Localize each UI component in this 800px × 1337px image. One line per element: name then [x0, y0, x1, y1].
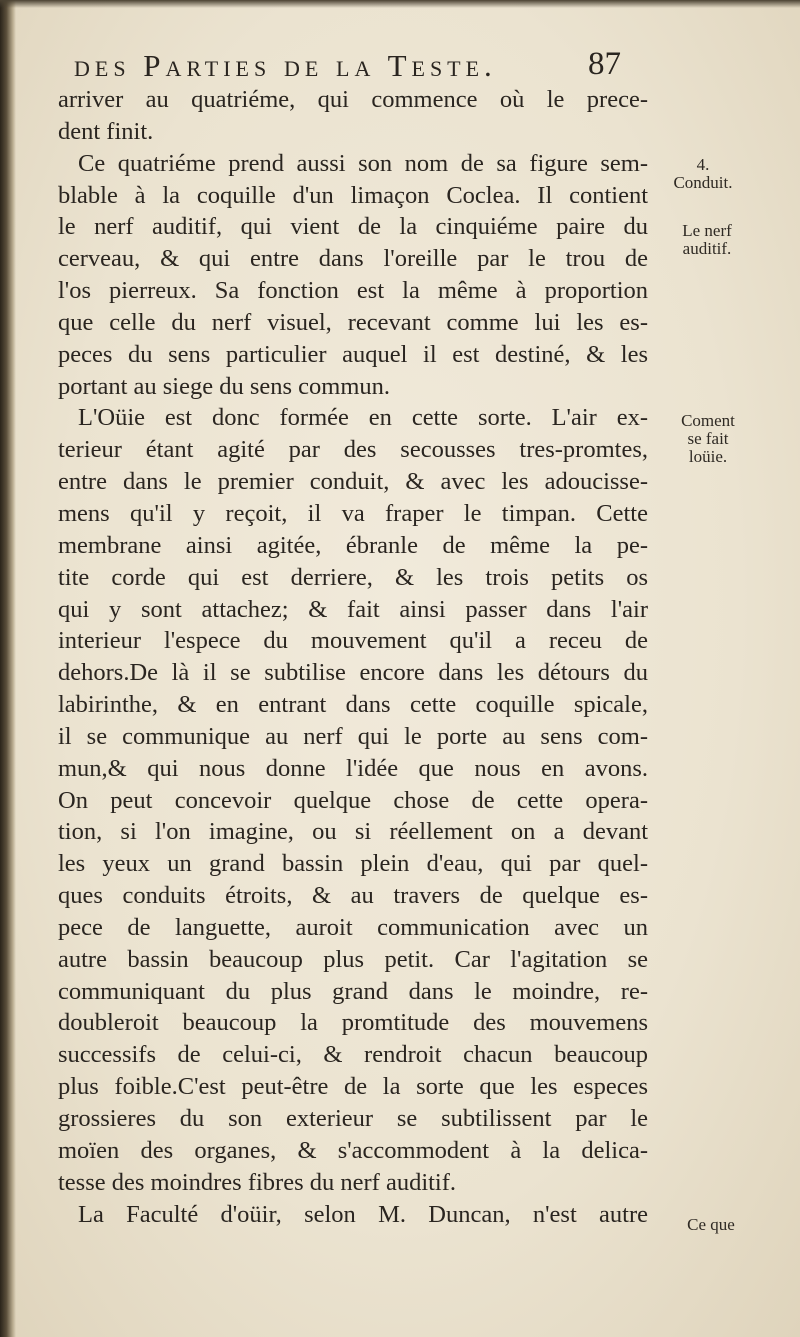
text-line: ques conduits étroits, & au travers de quelque es- [58, 882, 648, 910]
text-line: arriver au quatriéme, qui commence où le prece- [58, 86, 648, 113]
text-line: membrane ainsi agitée, ébranle de même la pe- [58, 531, 648, 559]
text-line: blable à la coquille d'un limaçon Coclea. Il contient [58, 181, 648, 209]
text-line: mens qu'il y reçoit, il va fraper le timpan. Cette [58, 499, 648, 527]
text-line: pece de languette, auroit communication avec un [58, 913, 648, 941]
text-line: L'Oüie est donc formée en cette sorte. L'air ex- [78, 404, 648, 432]
text-line: cerveau, & qui entre dans l'oreille par le trou de [58, 245, 648, 273]
marginal-note-conduit [662, 156, 744, 192]
text-line: tesse des moindres fibres du nerf auditif. [58, 1168, 457, 1196]
marginal-note-line: Conduit. [673, 173, 733, 192]
text-line: tion, si l'on imagine, ou si réellement on a devant [58, 818, 648, 846]
text-line: plus foible.C'est peut-être de la sorte que les especes [58, 1073, 648, 1101]
text-line: moïen des organes, & s'accommodent à la delica- [58, 1136, 648, 1164]
text-line: Ce quatriéme prend aussi son nom de sa figure sem- [78, 149, 648, 177]
text-line: le nerf auditif, qui vient de la cinquiéme paire du [58, 213, 648, 241]
text-line: communiquant du plus grand dans le moindre, re- [58, 977, 648, 1005]
marginal-note-ce-que [668, 1216, 754, 1234]
text-line: mun,& qui nous donne l'idée que nous en avons. [58, 754, 648, 782]
running-title: des Parties de la Teste. [74, 48, 497, 83]
text-line: dent finit. [58, 117, 154, 145]
marginal-note-line: 4. [696, 155, 710, 174]
text-line: il se communique au nerf qui le porte au sens com- [58, 722, 648, 750]
marginal-note-line: Ce que [687, 1215, 735, 1234]
text-line: autre bassin beaucoup plus petit. Car l'agitation se [58, 945, 648, 973]
marginal-note-line: se fait [687, 429, 729, 448]
marginal-note-line: Coment [681, 411, 735, 430]
text-line: qui y sont attachez; & fait ainsi passer dans l'air [58, 595, 648, 623]
book-spine-shadow [0, 0, 16, 1337]
page-top-edge [0, 0, 800, 8]
marginal-note-line: auditif. [682, 239, 732, 258]
marginal-note-nerf-auditif [666, 222, 748, 258]
text-line: entre dans le premier conduit, & avec les adoucisse- [58, 468, 648, 496]
text-line: les yeux un grand bassin plein d'eau, qui par quel- [58, 850, 648, 878]
text-line: successifs de celui-ci, & rendroit chacun beaucoup [58, 1041, 648, 1069]
text-line: tite corde qui est derriere, & les trois petits os [58, 563, 648, 591]
text-line: terieur étant agité par des secousses tres-promtes, [58, 436, 648, 464]
marginal-note-line: loüie. [688, 447, 728, 466]
text-line: labirinthe, & en entrant dans cette coquille spicale, [58, 691, 648, 719]
text-line: portant au siege du sens commun. [58, 372, 391, 400]
marginal-note-comment-se-fait-louie [664, 412, 752, 466]
text-line: interieur l'espece du mouvement qu'il a receu de [58, 627, 648, 655]
text-line: peces du sens particulier auquel il est destiné, & les [58, 340, 648, 368]
marginal-note-line: Le nerf [682, 221, 732, 240]
text-line: dehors.De là il se subtilise encore dans les détours du [58, 659, 648, 687]
text-line: l'os pierreux. Sa fonction est la même à proportion [58, 277, 648, 305]
text-line: doubleroit beaucoup la promtitude des mouvemens [58, 1009, 648, 1037]
text-line: grossieres du son exterieur se subtilissent par le [58, 1105, 648, 1132]
body-text [58, 84, 648, 1230]
page-number: 87 [588, 46, 621, 82]
text-line: La Faculté d'oüir, selon M. Duncan, n'est autre [78, 1200, 648, 1228]
text-line: On peut concevoir quelque chose de cette opera- [58, 786, 648, 814]
text-line: que celle du nerf visuel, recevant comme lui les es- [58, 308, 648, 336]
